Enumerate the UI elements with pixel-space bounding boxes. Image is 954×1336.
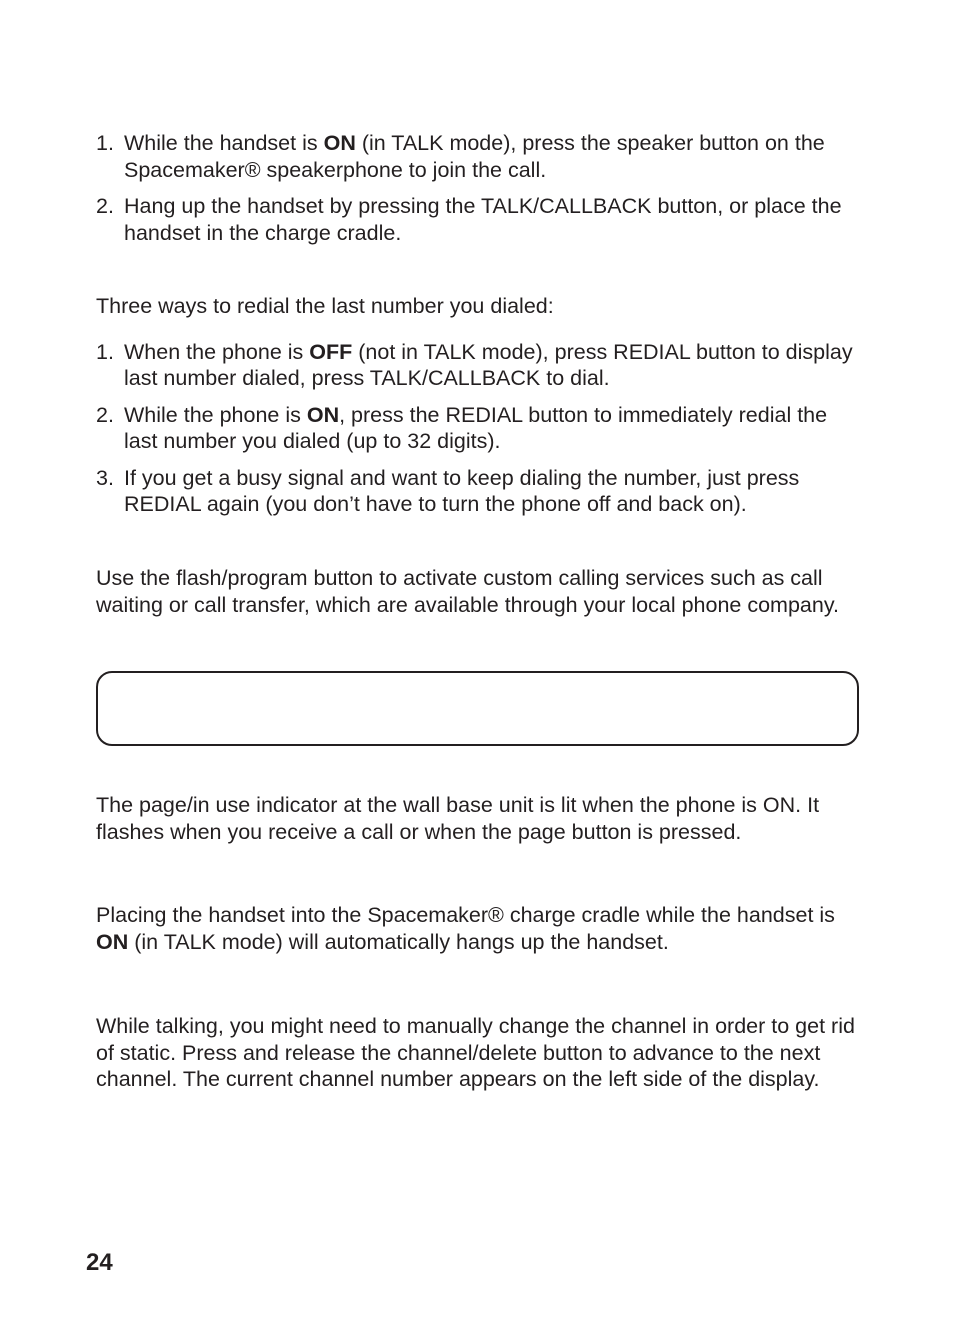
- cradle-text: Placing the handset into the Spacemaker® charge cradle while the handset is: [96, 903, 835, 927]
- step-number: 1.: [96, 131, 114, 155]
- step-bold: OFF: [309, 339, 353, 364]
- speakerphone-steps: [96, 130, 861, 246]
- page-indicator-paragraph: The page/in use indicator at the wall base unit is lit when the phone is ON. It flashes when you receive a call or when the page button is pressed.: [96, 793, 820, 844]
- step-text: Hang up the handset by pressing the TALK/CALLBACK button, or place the handset in the charge cradle.: [124, 194, 842, 245]
- redial-intro: Three ways to redial the last number you dialed:: [96, 294, 554, 318]
- redial-section: [96, 293, 861, 528]
- step-text: If you get a busy signal and want to keep dialing the number, just press REDIAL again (you don’t have to turn the phone off and back on).: [124, 465, 800, 516]
- page-indicator-section: [96, 792, 861, 845]
- step-number: 2.: [96, 402, 114, 427]
- step-text: While the handset is: [124, 131, 324, 155]
- step-number: 1.: [96, 339, 114, 364]
- step-text-after: (not in TALK mode), press REDIAL button to display last number dialed, press TALK/CALLBACK to dial.: [124, 339, 853, 390]
- list-item: [96, 339, 861, 392]
- speakerphone-section: [96, 130, 861, 256]
- step-bold: ON: [306, 402, 340, 427]
- cradle-paragraph: [96, 902, 861, 955]
- cradle-section: [96, 902, 861, 955]
- step-text-after: , press the REDIAL button to immediately redial the last number you dialed (up to 32 digits).: [124, 402, 828, 453]
- list-item: [96, 130, 861, 183]
- step-bold: ON: [323, 131, 356, 155]
- cradle-bold: ON: [96, 929, 129, 954]
- list-item: [96, 193, 861, 246]
- step-number: 2.: [96, 194, 114, 218]
- step-text: When the phone is: [124, 339, 310, 364]
- list-item: [96, 402, 861, 455]
- redial-steps: [96, 339, 861, 518]
- flash-section: [96, 565, 861, 618]
- channel-paragraph: While talking, you might need to manually change the channel in order to get rid of static. Press and release the channel/delete button to advance to the next channel. The current channel number appears on the left side of the display.: [96, 1014, 855, 1091]
- step-number: 3.: [96, 465, 114, 490]
- page-number: 24: [86, 1249, 113, 1276]
- note-box: [96, 671, 859, 746]
- channel-section: [96, 1013, 861, 1093]
- flash-paragraph: Use the flash/program button to activate custom calling services such as call waiting or call transfer, which are available through your local phone company.: [96, 566, 839, 617]
- list-item: [96, 465, 861, 518]
- cradle-text-after: (in TALK mode) will automatically hangs up the handset.: [128, 929, 669, 954]
- step-text: While the phone is: [124, 402, 307, 427]
- step-text-after: (in TALK mode), press the speaker button on the Spacemaker® speakerphone to join the call.: [124, 131, 825, 182]
